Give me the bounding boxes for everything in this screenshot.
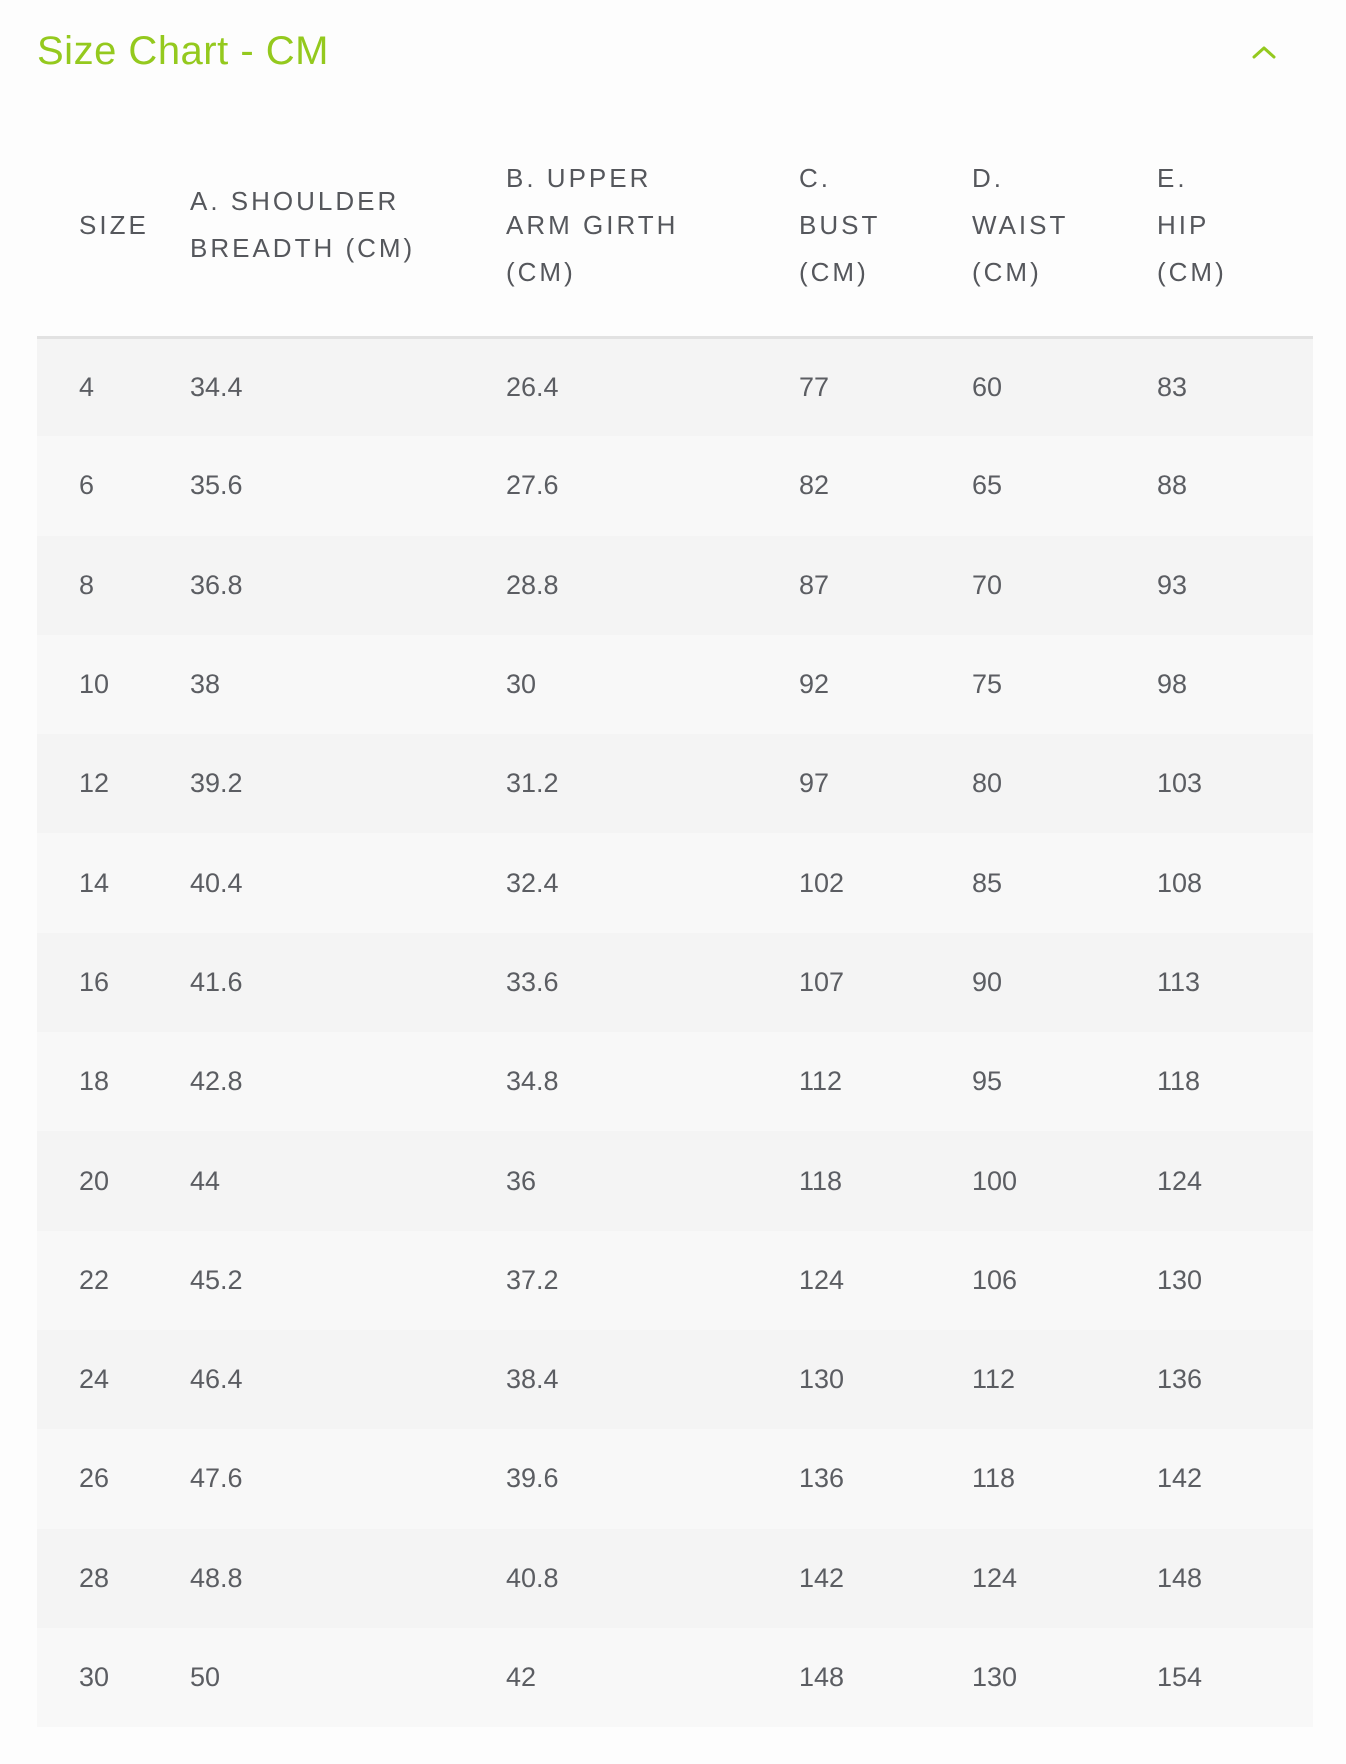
section-title: Size Chart - CM [37,29,329,73]
cell-bust: 97 [799,768,830,799]
table-row [37,337,1313,436]
cell-size: 26 [79,1463,110,1494]
cell-waist: 100 [972,1165,1018,1196]
cell-waist: 75 [972,669,1003,700]
cell-upper-arm-girth: 27.6 [506,470,559,501]
cell-shoulder-breadth: 45.2 [190,1264,243,1295]
cell-upper-arm-girth: 26.4 [506,371,559,402]
cell-bust: 87 [799,569,830,600]
cell-hip: 103 [1157,768,1203,799]
cell-bust: 136 [799,1463,845,1494]
cell-size: 16 [79,966,110,997]
cell-upper-arm-girth: 42 [506,1662,537,1692]
cell-bust: 102 [799,867,845,898]
column-header-line: B. UPPER [506,162,652,193]
cell-shoulder-breadth: 38 [190,669,221,700]
column-header-line: (CM) [506,256,576,287]
column-header-line: HIP [1157,209,1210,240]
column-header-line: (CM) [1157,256,1227,287]
cell-bust: 77 [799,371,830,402]
cell-hip: 98 [1157,669,1188,700]
cell-upper-arm-girth: 33.6 [506,966,559,997]
cell-shoulder-breadth: 35.6 [190,470,243,501]
cell-bust: 112 [799,1066,843,1097]
cell-size: 4 [79,371,95,402]
cell-upper-arm-girth: 34.8 [506,1066,559,1097]
table-row [37,1429,1313,1528]
table-row [37,1330,1313,1429]
cell-shoulder-breadth: 50 [190,1662,221,1692]
cell-bust: 142 [799,1562,845,1593]
cell-shoulder-breadth: 39.2 [190,768,243,799]
cell-waist: 70 [972,569,1003,600]
table-row [37,536,1313,635]
cell-upper-arm-girth: 28.8 [506,569,559,600]
cell-hip: 148 [1157,1562,1203,1593]
cell-bust: 118 [799,1165,843,1196]
column-header-bust [799,115,972,337]
column-header-line: BREADTH (CM) [190,233,416,264]
table-row [37,734,1313,833]
cell-hip: 142 [1157,1463,1203,1494]
cell-size: 20 [79,1165,110,1196]
cell-size: 14 [79,867,110,898]
column-header-waist [972,115,1157,337]
table-row [37,1529,1313,1628]
table-row [37,1032,1313,1131]
cell-hip: 136 [1157,1364,1203,1395]
cell-hip: 108 [1157,867,1203,898]
cell-bust: 130 [799,1364,845,1395]
cell-hip: 88 [1157,470,1188,501]
column-header-line: (CM) [799,256,869,287]
column-header-line: WAIST [972,209,1069,240]
cell-shoulder-breadth: 48.8 [190,1562,243,1593]
cell-shoulder-breadth: 41.6 [190,966,243,997]
column-header-hip [1157,115,1313,337]
cell-waist: 90 [972,966,1003,997]
cell-waist: 106 [972,1264,1018,1295]
column-header-size [37,115,190,337]
cell-bust: 124 [799,1264,845,1295]
cell-shoulder-breadth: 46.4 [190,1364,243,1395]
cell-hip: 93 [1157,569,1188,600]
cell-upper-arm-girth: 38.4 [506,1364,559,1395]
cell-size: 6 [79,470,95,501]
size-table-container [37,115,1313,1727]
cell-shoulder-breadth: 44 [190,1165,221,1196]
table-row [37,1231,1313,1330]
cell-waist: 95 [972,1066,1003,1097]
table-row [37,833,1313,932]
cell-upper-arm-girth: 37.2 [506,1264,559,1295]
size-chart-header [37,20,1286,82]
cell-waist: 118 [972,1463,1016,1494]
column-header-line: (CM) [972,256,1042,287]
cell-upper-arm-girth: 32.4 [506,867,559,898]
column-header-line: ARM GIRTH [506,209,679,240]
column-header-line: D. [972,162,1004,193]
column-header-line: C. [799,162,831,193]
cell-size: 10 [79,669,110,700]
cell-waist: 112 [972,1364,1016,1395]
table-row [37,933,1313,1032]
cell-upper-arm-girth: 36 [506,1165,537,1196]
table-row [37,635,1313,734]
cell-hip: 154 [1157,1662,1203,1692]
table-row [37,1628,1313,1727]
cell-shoulder-breadth: 40.4 [190,867,243,898]
cell-size: 12 [79,768,110,799]
cell-size: 28 [79,1562,110,1593]
cell-upper-arm-girth: 40.8 [506,1562,559,1593]
column-header-line: E. [1157,162,1188,193]
cell-waist: 65 [972,470,1003,501]
cell-size: 30 [79,1662,110,1692]
column-header-upper-arm-girth [506,115,799,337]
cell-hip: 83 [1157,371,1188,402]
cell-bust: 148 [799,1662,845,1692]
cell-hip: 118 [1157,1066,1201,1097]
table-body [37,337,1313,1727]
cell-waist: 60 [972,371,1003,402]
collapse-toggle-button[interactable] [1242,30,1286,74]
table-row [37,436,1313,535]
cell-bust: 92 [799,669,830,700]
cell-waist: 85 [972,867,1003,898]
cell-waist: 130 [972,1662,1018,1692]
cell-shoulder-breadth: 36.8 [190,569,243,600]
chevron-up-icon [1251,44,1277,60]
cell-size: 24 [79,1364,110,1395]
column-header-line: BUST [799,209,881,240]
cell-upper-arm-girth: 39.6 [506,1463,559,1494]
cell-upper-arm-girth: 31.2 [506,768,559,799]
column-header-line: A. SHOULDER [190,186,400,217]
size-table [37,115,1313,1727]
cell-hip: 113 [1157,966,1201,997]
column-header-line: SIZE [79,209,149,240]
cell-size: 22 [79,1264,110,1295]
cell-shoulder-breadth: 47.6 [190,1463,243,1494]
cell-hip: 124 [1157,1165,1203,1196]
cell-bust: 107 [799,966,845,997]
cell-shoulder-breadth: 42.8 [190,1066,243,1097]
table-header-row [37,115,1313,337]
cell-upper-arm-girth: 30 [506,669,537,700]
cell-bust: 82 [799,470,830,501]
cell-size: 8 [79,569,95,600]
cell-size: 18 [79,1066,110,1097]
table-row [37,1131,1313,1230]
table-header [37,115,1313,337]
column-header-shoulder-breadth [190,115,506,337]
cell-waist: 80 [972,768,1003,799]
cell-waist: 124 [972,1562,1018,1593]
cell-shoulder-breadth: 34.4 [190,371,243,402]
cell-hip: 130 [1157,1264,1203,1295]
